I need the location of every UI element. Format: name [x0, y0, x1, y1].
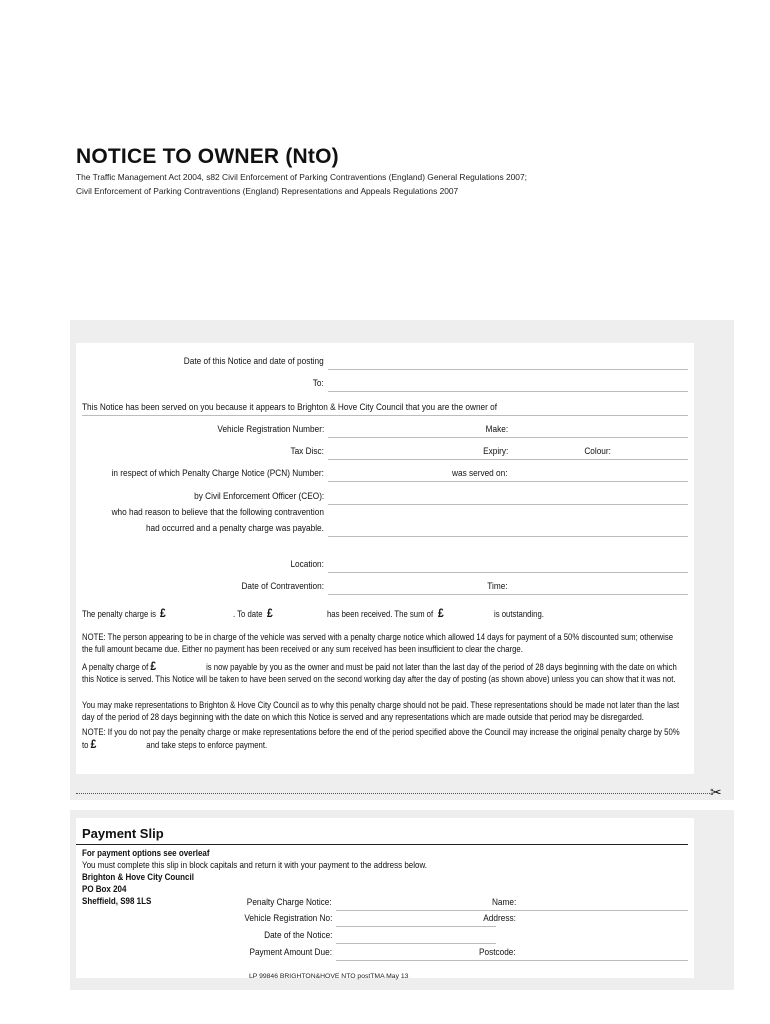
- date-of-notice-line: [328, 369, 688, 370]
- location-label: Location:: [290, 559, 324, 570]
- served-statement: This Notice has been served on you because it appears to Brighton & Hove City Council that you are the owner of: [82, 402, 498, 413]
- to-label: To:: [312, 378, 324, 389]
- payment-slip-rule: [76, 844, 688, 845]
- page-title: NOTICE TO OWNER (NtO): [76, 145, 339, 168]
- location-line: [328, 572, 688, 573]
- slip-vrn-line: [336, 926, 496, 927]
- slip-amount-line: [336, 960, 688, 961]
- penalty-is-text: The penalty charge is: [82, 609, 157, 619]
- ceo-line: [328, 504, 688, 505]
- payable-pound-sign: £: [150, 659, 157, 673]
- ceo-label: by Civil Enforcement Officer (CEO):: [193, 491, 324, 502]
- slip-name-label: Name:: [491, 897, 516, 908]
- print-reference: LP 99846 BRIGHTON&HOVE NTO postTMA May 13: [249, 973, 409, 980]
- note-discount: NOTE: The person appearing to be in charge of the vehicle was served with a penalty charge notice which allowed 14 days for payment of a 50% discounted sum; otherwise the full amount became due. Either no payment has been received or any sum received has been insufficient to clear the charge.: [82, 632, 674, 654]
- slip-date-label: Date of the Notice:: [263, 930, 332, 941]
- payment-slip-title: Payment Slip: [82, 826, 164, 841]
- reason-line-2: had occurred and a penalty charge was payable.: [146, 523, 324, 534]
- increase-pound-sign: £: [90, 737, 97, 751]
- slip-amount-label: Payment Amount Due:: [249, 947, 332, 958]
- pcn-number-line: [328, 481, 688, 482]
- cut-line: [76, 793, 710, 794]
- reason-line-1: who had reason to believe that the following contravention: [111, 507, 324, 518]
- pcn-number-label: in respect of which Penalty Charge Notice (PCN) Number:: [111, 468, 324, 479]
- time-label: Time:: [487, 581, 508, 592]
- representations-paragraph: You may make representations to Brighton & Hove City Council as to why this penalty charge should not be paid. These representations should be made not later than the last day of the period of 28 days beginning with the date on which this Notice is served and any representations which are made outside that period may be disregarded.: [82, 700, 680, 722]
- colour-label: Colour:: [584, 446, 611, 457]
- outstanding-text: is outstanding.: [494, 609, 544, 619]
- to-line: [328, 391, 688, 392]
- legislation-line-2: Civil Enforcement of Parking Contraventions (England) Representations and Appeals Regulations 2007: [76, 186, 459, 196]
- outstanding-pound-sign: £: [438, 606, 444, 620]
- slip-pcn-label: Penalty Charge Notice:: [247, 897, 332, 908]
- make-label: Make:: [485, 424, 508, 435]
- tax-disc-label: Tax Disc:: [290, 446, 324, 457]
- date-of-notice-label: Date of this Notice and date of posting: [184, 356, 324, 367]
- tax-disc-line: [328, 459, 688, 460]
- scissors-icon: ✂: [710, 784, 722, 800]
- served-on-label: was served on:: [452, 468, 508, 479]
- address-line-1: Brighton & Hove City Council: [82, 872, 194, 882]
- expiry-label: Expiry:: [482, 446, 508, 457]
- date-of-contravention-label: Date of Contravention:: [241, 581, 324, 592]
- date-of-contravention-line: [328, 594, 688, 595]
- slip-address-label: Address:: [483, 913, 516, 924]
- slip-vrn-label: Vehicle Registration No:: [243, 913, 332, 924]
- legislation-line-1: The Traffic Management Act 2004, s82 Civil Enforcement of Parking Contraventions (England) General Regulations 2007;: [76, 172, 527, 182]
- slip-pcn-line: [336, 910, 688, 911]
- payment-slip-panel: [76, 818, 694, 978]
- received-text: has been received. The sum of: [327, 609, 434, 619]
- vrn-label: Vehicle Registration Number:: [217, 424, 324, 435]
- slip-postcode-label: Postcode:: [479, 947, 516, 958]
- vrn-line: [328, 437, 688, 438]
- payment-instruction: You must complete this slip in block capitals and return it with your payment to the address below.: [82, 860, 428, 870]
- slip-date-line: [336, 943, 496, 944]
- address-line-3: Sheffield, S98 1LS: [82, 896, 152, 906]
- payment-options-note: For payment options see overleaf: [82, 848, 210, 858]
- served-line: [82, 415, 688, 416]
- note-increase: NOTE: If you do not pay the penalty charge or make representations before the end of the period specified above the Council may increase the original penalty charge by 50% to £ and take steps to enforce payment.: [82, 727, 680, 751]
- to-date-text: . To date: [233, 609, 263, 619]
- received-pound-sign: £: [267, 606, 273, 620]
- penalty-pound-sign: £: [160, 606, 166, 620]
- address-line-2: PO Box 204: [82, 884, 127, 894]
- reason-line: [328, 536, 688, 537]
- payable-paragraph: A penalty charge of £ is now payable by you as the owner and must be paid not later than the last day of the period of 28 days beginning with the date on which this Notice is served. This Notice will be taken to have been served on the second working day after the day of posting (as shown above) unless you can show that it was not.: [82, 659, 677, 684]
